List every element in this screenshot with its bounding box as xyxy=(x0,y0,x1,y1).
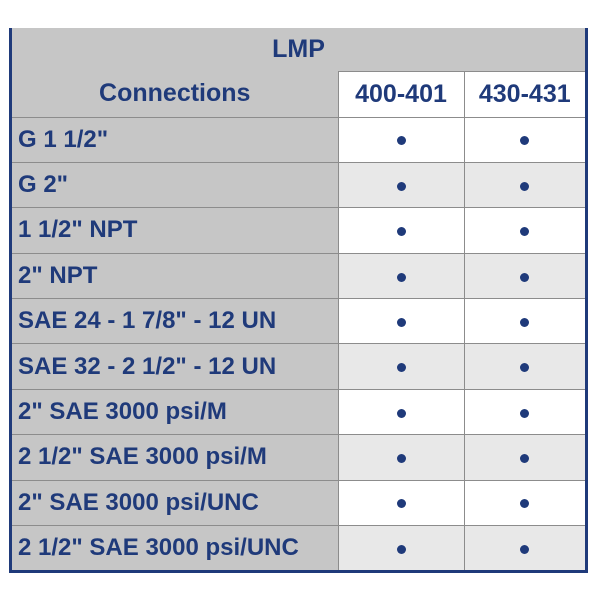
availability-cell-400-401 xyxy=(338,344,464,389)
table-row xyxy=(12,117,585,162)
table-row xyxy=(12,389,585,434)
availability-dot-icon xyxy=(520,545,529,554)
availability-dot-icon xyxy=(520,363,529,372)
table-row xyxy=(12,480,585,525)
availability-cell-430-431 xyxy=(464,480,585,525)
availability-cell-400-401 xyxy=(338,117,464,162)
availability-cell-430-431 xyxy=(464,117,585,162)
availability-dot-icon xyxy=(520,136,529,145)
availability-dot-icon xyxy=(397,545,406,554)
availability-dot-icon xyxy=(520,182,529,191)
availability-dot-icon xyxy=(397,363,406,372)
availability-cell-430-431 xyxy=(464,389,585,434)
table-row xyxy=(12,208,585,253)
availability-cell-430-431 xyxy=(464,299,585,344)
availability-cell-430-431 xyxy=(464,344,585,389)
connection-label: 2" SAE 3000 psi/UNC xyxy=(12,480,338,525)
connection-label: G 2" xyxy=(12,162,338,207)
table-row xyxy=(12,162,585,207)
availability-dot-icon xyxy=(397,182,406,191)
availability-dot-icon xyxy=(397,318,406,327)
availability-cell-400-401 xyxy=(338,525,464,570)
availability-dot-icon xyxy=(397,409,406,418)
lmp-header: LMP xyxy=(12,28,585,71)
model-header-400-401: 400-401 xyxy=(338,71,464,117)
connection-label: SAE 32 - 2 1/2" - 12 UN xyxy=(12,344,338,389)
table-body xyxy=(12,117,585,570)
table-row xyxy=(12,344,585,389)
availability-dot-icon xyxy=(520,227,529,236)
model-header-430-431: 430-431 xyxy=(464,71,585,117)
availability-cell-430-431 xyxy=(464,253,585,298)
connection-label: 2 1/2" SAE 3000 psi/UNC xyxy=(12,525,338,570)
availability-dot-icon xyxy=(520,454,529,463)
connection-label: SAE 24 - 1 7/8" - 12 UN xyxy=(12,299,338,344)
availability-cell-400-401 xyxy=(338,162,464,207)
table-row xyxy=(12,435,585,480)
availability-cell-430-431 xyxy=(464,435,585,480)
availability-cell-400-401 xyxy=(338,299,464,344)
availability-cell-400-401 xyxy=(338,253,464,298)
table-row xyxy=(12,253,585,298)
availability-dot-icon xyxy=(397,499,406,508)
connection-label: 2 1/2" SAE 3000 psi/M xyxy=(12,435,338,480)
availability-dot-icon xyxy=(520,409,529,418)
availability-dot-icon xyxy=(520,273,529,282)
connection-label: 2" NPT xyxy=(12,253,338,298)
availability-cell-400-401 xyxy=(338,389,464,434)
connections-table-frame xyxy=(9,28,588,573)
table-row xyxy=(12,525,585,570)
availability-dot-icon xyxy=(397,136,406,145)
availability-cell-430-431 xyxy=(464,208,585,253)
availability-cell-430-431 xyxy=(464,162,585,207)
connections-table xyxy=(12,28,585,570)
availability-dot-icon xyxy=(520,499,529,508)
connection-label: 2" SAE 3000 psi/M xyxy=(12,389,338,434)
connection-label: G 1 1/2" xyxy=(12,117,338,162)
table-row xyxy=(12,299,585,344)
availability-cell-430-431 xyxy=(464,525,585,570)
connection-label: 1 1/2" NPT xyxy=(12,208,338,253)
connections-header: Connections xyxy=(12,71,338,117)
availability-dot-icon xyxy=(397,273,406,282)
availability-dot-icon xyxy=(397,227,406,236)
availability-dot-icon xyxy=(397,454,406,463)
availability-cell-400-401 xyxy=(338,480,464,525)
availability-cell-400-401 xyxy=(338,208,464,253)
availability-cell-400-401 xyxy=(338,435,464,480)
availability-dot-icon xyxy=(520,318,529,327)
